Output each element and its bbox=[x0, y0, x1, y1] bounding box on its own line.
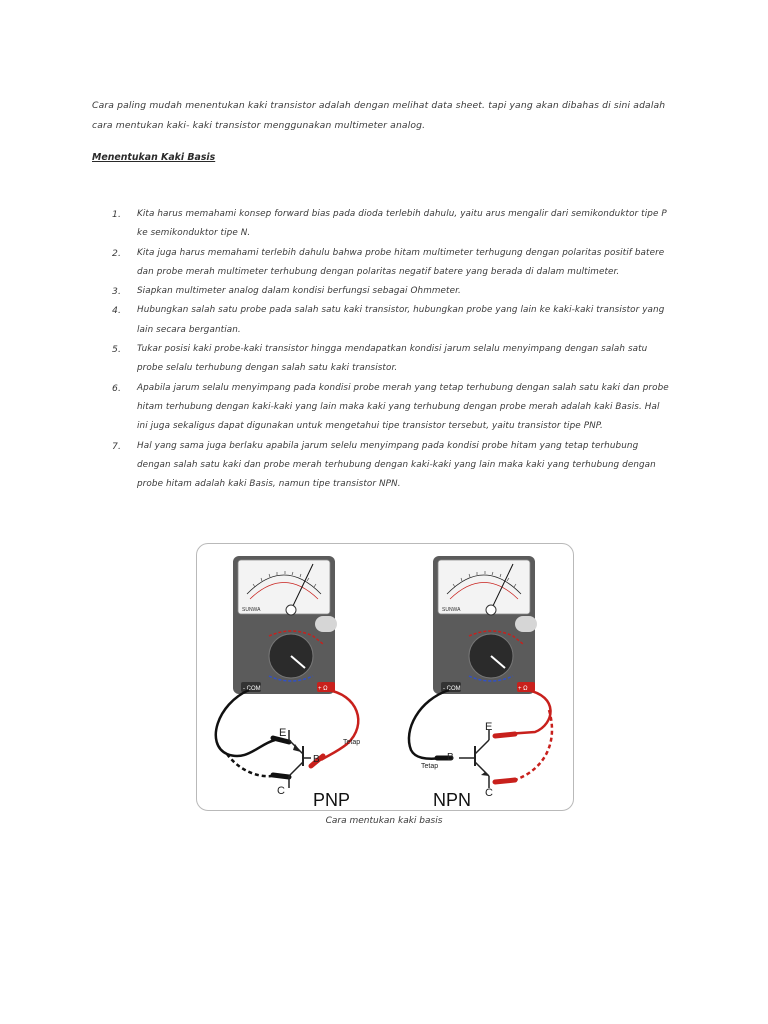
zero-adjust-knob bbox=[515, 616, 537, 632]
red-probe-tip bbox=[495, 734, 515, 736]
black-probe-tip-alt bbox=[273, 775, 289, 777]
intro-paragraph bbox=[92, 96, 682, 136]
list-item bbox=[112, 379, 672, 437]
base-label: B bbox=[447, 752, 454, 763]
black-probe-lead bbox=[216, 690, 275, 756]
step-text: Kita harus memahami konsep bbox=[137, 209, 275, 219]
list-item bbox=[112, 437, 672, 495]
dial-brand: SUNWA bbox=[242, 607, 261, 613]
step-text: Kita juga harus memahami terlebih dahulu bahwa probe hitam multimeter terhugung dengan polaritas positif batere dan probe merah multimeter terhubung dengan polaritas negatif batere yang berada di dalam multimeter. bbox=[137, 247, 665, 277]
step-text: Apabila jarum selalu menyimpang pada kondisi probe merah yang tetap terhubung dengan salah satu kaki dan probe hitam terhubung dengan kaki-kaki yang lain maka kaki yang terhubung dengan probe merah adalah kaki Basis. Hal ini juga sekaligus dapat digunakan untuk mengetahui tipe transistor tersebut, yaitu transistor tipe PNP. bbox=[137, 382, 669, 432]
list-item bbox=[112, 205, 672, 244]
com-label: - COM bbox=[443, 686, 461, 692]
section-heading: Menentukan Kaki Basis bbox=[92, 152, 216, 163]
list-item bbox=[112, 340, 672, 379]
collector-label: C bbox=[485, 787, 493, 799]
list-item bbox=[112, 301, 672, 340]
right-multimeter bbox=[433, 556, 537, 694]
com-label: - COM bbox=[243, 686, 261, 692]
tetap-label: Tetap bbox=[343, 739, 361, 746]
figure-caption: Cara mentukan kaki basis bbox=[325, 816, 443, 826]
step-text: Hal yang sama juga berlaku apabila jarum selelu menyimpang pada kondisi probe hitam yang tetap terhubung dengan salah satu kaki dan probe merah terhubung dengan kaki-kaki yang lain maka kaki yang terhubung dengan probe hitam adalah kaki Basis, namun tipe transistor NPN. bbox=[137, 440, 656, 490]
multimeter-illustration bbox=[197, 544, 573, 810]
red-probe-tip-alt bbox=[495, 780, 515, 782]
step-number: 3. bbox=[112, 286, 121, 298]
step-italic-term: forward bias bbox=[274, 209, 331, 219]
meter-display bbox=[438, 560, 530, 614]
collector-label: C bbox=[277, 785, 285, 797]
steps-list bbox=[112, 205, 672, 494]
step-number: 6. bbox=[112, 382, 121, 394]
plus-label: + Ω bbox=[318, 686, 328, 692]
step-number: 7. bbox=[112, 440, 121, 452]
red-probe-lead-dashed bbox=[515, 710, 552, 780]
pnp-type-label: PNP bbox=[313, 790, 351, 810]
list-item bbox=[112, 282, 672, 301]
step-number: 1. bbox=[112, 209, 121, 220]
zero-adjust-knob bbox=[315, 616, 337, 632]
meter-display bbox=[238, 560, 330, 614]
red-probe-lead bbox=[321, 690, 361, 760]
plus-label: + Ω bbox=[518, 686, 528, 692]
intro-text-2: . tapi yang akan dibahas di sini adalah cara mentukan kaki- kaki transistor menggunakan multimeter analog. bbox=[92, 100, 666, 131]
step-text: pada dioda terlebih dahulu, yaitu arus mengalir dari semikonduktor tipe P ke semikonduktor tipe N. bbox=[137, 209, 667, 239]
intro-text-1: Cara paling mudah menentukan kaki transistor adalah dengan melihat bbox=[92, 100, 432, 111]
npn-transistor-symbol bbox=[459, 730, 489, 788]
tetap-label: Tetap bbox=[421, 763, 439, 770]
step-number: 5. bbox=[112, 344, 121, 356]
black-probe-lead-dashed bbox=[227, 754, 273, 776]
intro-italic-term: data sheet bbox=[431, 100, 483, 111]
pnp-transistor-symbol bbox=[289, 730, 311, 788]
multimeter-figure bbox=[196, 543, 574, 811]
list-item bbox=[112, 244, 672, 283]
needle-pivot bbox=[486, 605, 496, 615]
npn-type-label: NPN bbox=[433, 790, 472, 810]
step-number: 4. bbox=[112, 305, 121, 317]
dial-brand: SUNWA bbox=[442, 607, 461, 613]
left-multimeter bbox=[233, 556, 337, 694]
step-number: 2. bbox=[112, 247, 121, 259]
emitter-label: E bbox=[485, 721, 493, 733]
step-text: Siapkan multimeter analog dalam kondisi berfungsi sebagai Ohmmeter. bbox=[137, 286, 461, 297]
step-text: Tukar posisi kaki probe-kaki transistor hingga mendapatkan kondisi jarum selalu menyimpang dengan salah satu probe selalu terhubung dengan salah satu kaki transistor. bbox=[137, 344, 648, 374]
emitter-label: E bbox=[279, 727, 287, 739]
base-label: B bbox=[313, 754, 320, 765]
black-probe-lead bbox=[409, 690, 449, 759]
step-text: Hubungkan salah satu probe pada salah satu kaki transistor, hubungkan probe yang lain ke kaki-kaki transistor yang lain secara bergantian. bbox=[137, 305, 665, 335]
red-probe-lead bbox=[507, 690, 551, 734]
needle-pivot bbox=[286, 605, 296, 615]
